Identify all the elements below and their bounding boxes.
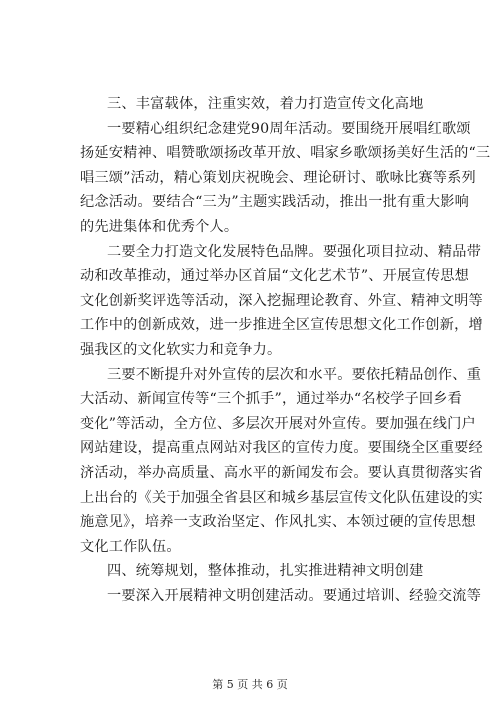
paragraph-line: 动和改革推动，通过举办区首届“文化艺术节”、开展宣传思想 <box>80 268 469 285</box>
paragraph-line: 上出台的《关于加强全省县区和城乡基层宣传文化队伍建设的实 <box>80 489 483 506</box>
paragraph-line: 文化创新奖评选等活动，深入挖掘理论教育、外宣、精神文明等 <box>80 292 483 309</box>
paragraph-line: 一要深入开展精神文明创建活动。要通过培训、经验交流等 <box>107 587 482 604</box>
paragraph-line: 工作中的创新成效，进一步推进全区宣传思想文化工作创新，增 <box>80 317 483 334</box>
page-footer: 第 5 页 共 6 页 <box>212 678 288 691</box>
paragraph-line: 纪念活动。要结合“三为”主题实践活动，推出一批有重大影响 <box>80 194 469 211</box>
paragraph-line: 唱三颂”活动，精心策划庆祝晚会、理论研讨、歌咏比赛等系列 <box>80 169 476 186</box>
paragraph-line: 强我区的文化软实力和竞争力。 <box>80 341 282 358</box>
paragraph-line: 扬延安精神、唱赞歌颂扬改革开放、唱家乡歌颂扬美好生活的“三 <box>80 145 491 162</box>
paragraph-line: 济活动，举办高质量、高水平的新闻发布会。要认真贯彻落实省 <box>80 464 483 481</box>
paragraph-line: 三要不断提升对外宣传的层次和水平。要依托精品创作、重 <box>107 366 482 383</box>
paragraph-line: 文化工作队伍。 <box>80 538 181 555</box>
paragraph-line: 网站建设，提高重点网站对我区的宣传力度。要围绕全区重要经 <box>80 440 483 457</box>
section-heading: 四、统筹规划，整体推动，扎实推进精神文明创建 <box>107 563 424 580</box>
paragraph-line: 的先进集体和优秀个人。 <box>80 218 239 235</box>
paragraph-line: 大活动、新闻宣传等“三个抓手”，通过举办“名校学子回乡看 <box>80 391 463 408</box>
paragraph-line: 一要精心组织纪念建党90周年活动。要围绕开展唱红歌颂 <box>107 120 471 137</box>
paragraph-line: 二要全力打造文化发展特色品牌。要强化项目拉动、精品带 <box>107 243 482 260</box>
section-heading: 三、丰富载体，注重实效，着力打造宣传文化高地 <box>107 96 424 112</box>
paragraph-line: 变化”等活动，全方位、多层次开展对外宣传。要加强在线门户 <box>80 415 476 432</box>
paragraph-line: 施意见》，培养一支政治坚定、作风扎实、本领过硬的宣传思想 <box>80 514 476 531</box>
document-body <box>80 92 491 608</box>
